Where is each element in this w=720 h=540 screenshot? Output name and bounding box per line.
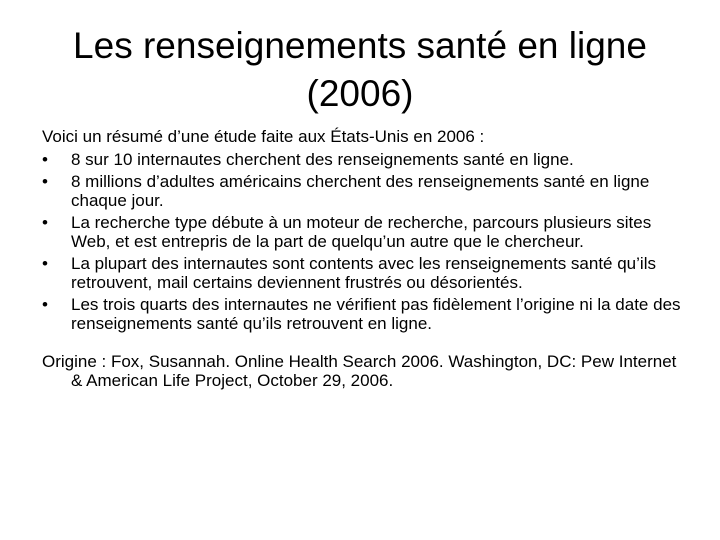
bullet-item [42,150,692,169]
bullet-icon: • [42,172,48,191]
slide-title-line-2: (2006) [306,73,414,114]
bullet-icon: • [42,254,48,273]
bullet-text: La plupart des internautes sont contents avec les renseignements santé qu’ils retrouvent, mail certains deviennent frustrés ou désorientés. [71,254,656,292]
slide-title-line-1: Les renseignements santé en ligne [73,25,647,66]
slide-body [42,127,692,407]
bullet-item [42,254,692,292]
bullet-item [42,295,692,333]
bullet-item [42,172,692,210]
bullet-icon: • [42,150,48,169]
bullet-list [42,150,692,333]
intro-text: Voici un résumé d’une étude faite aux États-Unis en 2006 : [42,127,485,146]
bullet-text: 8 sur 10 internautes cherchent des renseignements santé en ligne. [71,150,574,169]
bullet-item [42,213,692,251]
source-citation: Origine : Fox, Susannah. Online Health Search 2006. Washington, DC: Pew Internet & American Life Project, October 29, 2006. [42,352,677,390]
bullet-text: 8 millions d’adultes américains cherchent des renseignements santé en ligne chaque jour. [71,172,650,210]
bullet-text: Les trois quarts des internautes ne vérifient pas fidèlement l’origine ni la date des renseignements santé qu’ils retrouvent en ligne. [71,295,681,333]
slide-title [30,22,690,118]
bullet-icon: • [42,213,48,232]
bullet-text: La recherche type débute à un moteur de recherche, parcours plusieurs sites Web, et est entrepris de la part de quelqu’un autre que le chercheur. [71,213,652,251]
bullet-icon: • [42,295,48,314]
